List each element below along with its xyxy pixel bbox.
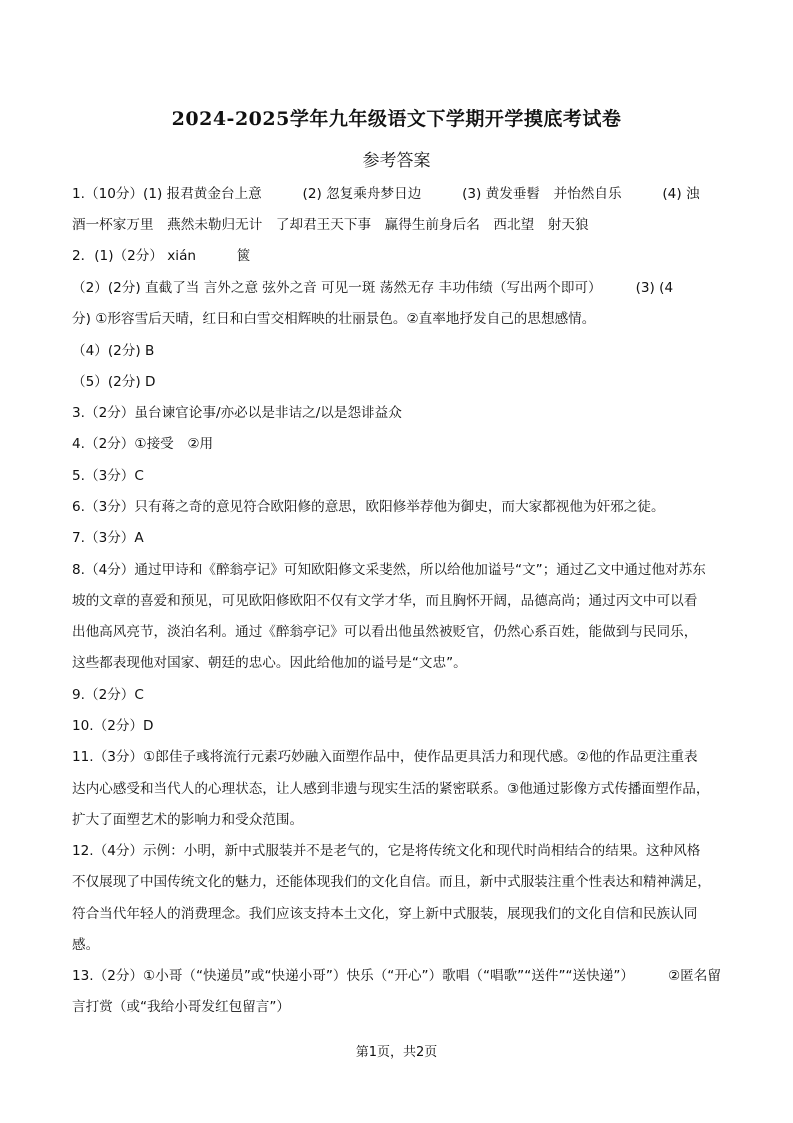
answer-line: 7.（3分）A <box>72 530 144 546</box>
answer-line: 10.（2分）D <box>72 718 154 734</box>
answer-line: 感。 <box>72 937 100 953</box>
answer-line: 坡的文章的喜爱和预见，可见欧阳修欧阳不仅有文学才华，而且胸怀开阔，品德高尚；通过丙文中可以看 <box>72 593 698 609</box>
answer-line: 9.（2分）C <box>72 687 144 703</box>
answer-line: 13.（2分）①小哥（“快递员”或“快递小哥”）快乐（“开心”）歌唱（“唱歌”“送件”“送快递”） ②匿名留 <box>72 968 721 984</box>
answer-line: （4）(2分) B <box>72 343 155 359</box>
page-subtitle: 参考答案 <box>362 151 431 171</box>
answer-line: 8.（4分）通过甲诗和《醉翁亭记》可知欧阳修文采斐然，所以给他加谥号“文”；通过乙文中通过他对苏东 <box>72 562 706 578</box>
answer-line: 言打赏（或“我给小哥发红包留言”） <box>72 999 290 1015</box>
answer-line: 这些都表现他对国家、朝廷的忠心。因此给他加的谥号是“文忠”。 <box>72 655 467 671</box>
answer-line: 分) ①形容雪后天晴，红日和白雪交相辉映的壮丽景色。②直率地抒发自己的思想感情。 <box>72 311 596 327</box>
answer-line: 11.（3分）①郎佳子彧将流行元素巧妙融入面塑作品中，使作品更具活力和现代感。②他的作品更注重表 <box>72 749 698 765</box>
answer-line: （5）(2分) D <box>72 374 156 390</box>
answer-line: 12.（4分）示例：小明，新中式服装并不是老气的，它是将传统文化和现代时尚相结合的结果。这种风格 <box>72 843 701 859</box>
answer-line: 1.（10分）(1) 报君黄金台上意 (2) 忽复乘舟梦日边 (3) 黄发垂髫 并怡然自乐 (4) 浊 <box>72 186 700 202</box>
answer-line: 酒一杯家万里 燕然未勒归无计 了却君王天下事 赢得生前身后名 西北望 射天狼 <box>72 217 589 233</box>
answer-line: 5.（3分）C <box>72 468 144 484</box>
answer-line: （2）(2分) 直截了当 言外之意 弦外之音 可见一斑 荡然无存 丰功伟绩（写出两个即可） (3) (4 <box>72 280 674 296</box>
answer-line: 4.（2分）①接受 ②用 <box>72 436 214 452</box>
page-title: 2024-2025学年九年级语文下学期开学摸底考试卷 <box>171 108 622 130</box>
answer-line: 6.（3分）只有蒋之奇的意见符合欧阳修的意思，欧阳修举荐他为御史，而大家都视他为奸邪之徒。 <box>72 499 665 515</box>
answer-line: 出他高风亮节，淡泊名利。通过《醉翁亭记》可以看出他虽然被贬官，仍然心系百姓，能做到与民同乐， <box>72 624 698 640</box>
answer-line: 达内心感受和当代人的心理状态，让人感到非遗与现实生活的紧密联系。③他通过影像方式传播面塑作品， <box>72 781 710 797</box>
answer-line: 3.（2分）虽台谏官论事/亦必以是非诘之/以是怨诽益众 <box>72 405 402 421</box>
page-number-footer: 第1页，共2页 <box>355 1045 438 1060</box>
answer-line: 符合当代年轻人的消费理念。我们应该支持本土文化，穿上新中式服装，展现我们的文化自信和民族认同 <box>72 906 698 922</box>
answer-line: 2．(1)（2分） xián 篋 <box>72 248 251 264</box>
answer-line: 不仅展现了中国传统文化的魅力，还能体现我们的文化自信。而且，新中式服装注重个性表达和精神满足， <box>72 874 711 890</box>
answer-line: 扩大了面塑艺术的影响力和受众范围。 <box>72 812 304 828</box>
